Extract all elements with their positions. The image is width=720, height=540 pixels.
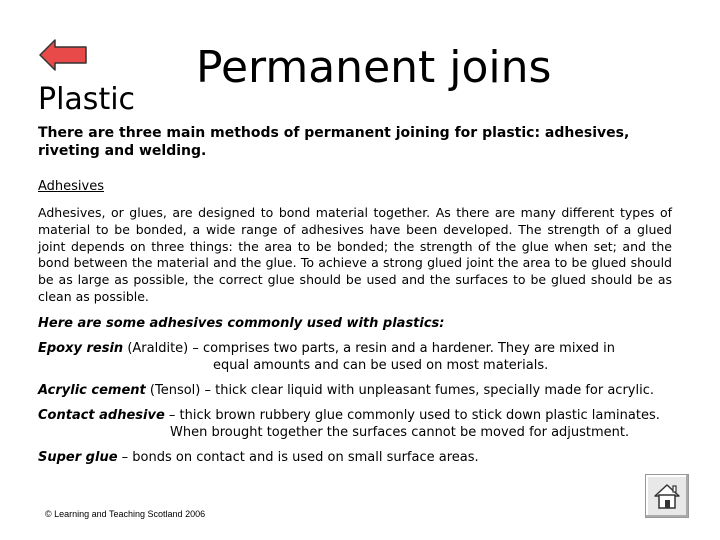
item-description: (Tensol) – thick clear liquid with unpleasant fumes, specially made for acrylic. <box>145 383 654 398</box>
adhesives-list-heading: Here are some adhesives commonly used with plastics: <box>38 316 445 331</box>
item-description: – bonds on contact and is used on small surface areas. <box>117 450 479 465</box>
back-arrow-icon <box>38 38 88 72</box>
list-item-acrylic-cement <box>38 382 654 399</box>
adhesives-paragraph: Adhesives, or glues, are designed to bond material together. As there are many different types of material to be bonded, a wide range of adhesives have been developed. The strength of a glued joint depends on three things: the area to be bonded; the strength of the glue when set; and the bond between the material and the glue. To achieve a strong glued joint the area to be glued should be as large as possible, the correct glue should be used and the surfaces to be glued should be as clean as possible. <box>38 205 672 304</box>
list-item-contact-adhesive-continued: When brought together the surfaces cannot be moved for adjustment. <box>170 425 630 440</box>
item-description: – thick brown rubbery glue commonly used to stick down plastic laminates. <box>164 408 660 423</box>
section-label: Plastic <box>38 82 136 117</box>
intro-text: There are three main methods of permanent joining for plastic: adhesives, riveting and welding. <box>38 125 630 159</box>
item-name: Epoxy resin <box>38 341 124 356</box>
list-item-epoxy-resin-continued: equal amounts and can be used on most materials. <box>213 358 549 373</box>
item-name: Contact adhesive <box>38 408 165 423</box>
home-icon <box>651 480 683 512</box>
list-item-super-glue <box>38 449 479 466</box>
page-title: Permanent joins <box>196 42 552 93</box>
copyright-footer: © Learning and Teaching Scotland 2006 <box>45 509 206 519</box>
item-name: Super glue <box>38 450 118 465</box>
item-name: Acrylic cement <box>38 383 146 398</box>
back-arrow-button[interactable] <box>38 38 88 72</box>
home-button[interactable] <box>645 474 689 518</box>
item-description: (Araldite) – comprises two parts, a resin and a hardener. They are mixed in <box>123 341 615 356</box>
list-item-contact-adhesive <box>38 407 660 424</box>
adhesives-heading: Adhesives <box>38 179 105 194</box>
list-item-epoxy-resin <box>38 340 615 357</box>
